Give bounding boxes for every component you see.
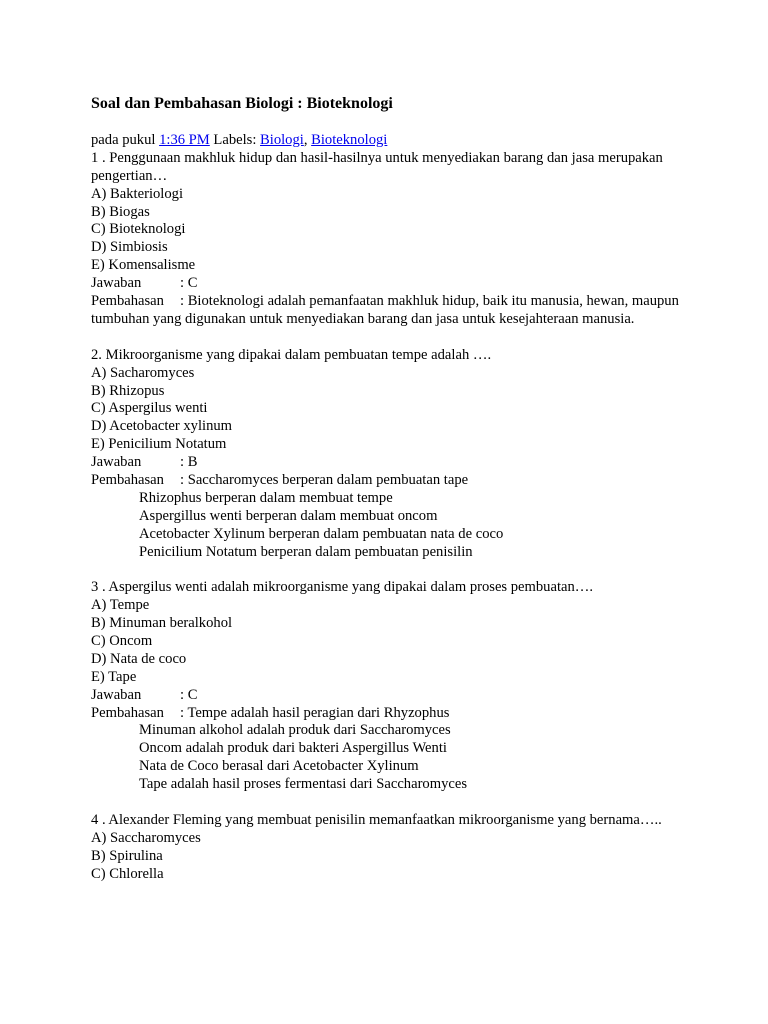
q2-pembahasan-line: Rhizophus berperan dalam membuat tempe [139, 489, 393, 506]
q2-option-b: B) Rhizopus [91, 382, 165, 399]
page-title: Soal dan Pembahasan Biologi : Bioteknologi [91, 95, 393, 112]
jawaban-value: : C [180, 275, 198, 292]
question-3-text: 3 . Aspergilus wenti adalah mikroorganisme yang dipakai dalam proses pembuatan…. [91, 579, 594, 596]
q1-option-c: C) Bioteknologi [91, 221, 186, 238]
q2-option-c: C) Aspergilus wenti [91, 400, 208, 417]
q3-option-e: E) Tape [91, 668, 137, 685]
spacer [91, 561, 681, 579]
q2-pembahasan-line: Acetobacter Xylinum berperan dalam pembuatan nata de coco [139, 525, 504, 542]
meta-prefix: pada pukul [91, 132, 160, 148]
spacer [91, 329, 681, 347]
pembahasan-text: : Saccharomyces berperan dalam pembuatan tape [180, 471, 469, 488]
q3-jawaban [91, 687, 681, 705]
post-meta [91, 132, 681, 150]
jawaban-value: : B [180, 454, 198, 471]
q1-option-d: D) Simbiosis [91, 239, 168, 256]
q2-option-a: A) Sacharomyces [91, 364, 195, 381]
pembahasan-label: Pembahasan [91, 471, 164, 488]
q3-pembahasan-line: Oncom adalah produk dari bakteri Aspergillus Wenti [139, 740, 447, 757]
pembahasan-label: Pembahasan [91, 293, 164, 310]
labels-separator: , [303, 132, 312, 148]
pembahasan-text: : Tempe adalah hasil peragian dari Rhyzophus [180, 704, 450, 721]
q1-option-a: A) Bakteriologi [91, 185, 184, 202]
q1-option-e: E) Komensalisme [91, 257, 196, 274]
q2-pembahasan-line: Penicilium Notatum berperan dalam pembuatan penisilin [139, 543, 473, 560]
q3-option-d: D) Nata de coco [91, 650, 187, 667]
q3-pembahasan-line: Minuman alkohol adalah produk dari Saccharomyces [139, 722, 451, 739]
q2-option-e: E) Penicilium Notatum [91, 436, 227, 453]
jawaban-value: : C [180, 686, 198, 703]
jawaban-label: Jawaban [91, 454, 142, 471]
q3-option-a: A) Tempe [91, 597, 150, 614]
q3-option-b: B) Minuman beralkohol [91, 615, 233, 632]
spacer [91, 794, 681, 812]
question-4-text: 4 . Alexander Fleming yang membuat penisilin memanfaatkan mikroorganisme yang bernama….. [91, 811, 662, 828]
jawaban-label: Jawaban [91, 275, 142, 292]
q2-pembahasan-line: Aspergillus wenti berperan dalam membuat oncom [139, 507, 438, 524]
q1-pembahasan [91, 293, 681, 329]
post-time-link[interactable]: 1:36 PM [159, 132, 210, 148]
q1-jawaban [91, 275, 681, 293]
q4-option-c: C) Chlorella [91, 865, 164, 882]
pembahasan-label: Pembahasan [91, 704, 164, 721]
labels-prefix: Labels: [209, 132, 261, 148]
pembahasan-text: : Bioteknologi adalah pemanfaatan makhluk hidup, baik itu manusia, hewan, maupun tumbuhan yang digunakan untuk menyediakan barang dan jasa untuk kesejahteraan manusia. [91, 293, 679, 327]
q3-option-c: C) Oncom [91, 633, 153, 649]
q4-option-b: B) Spirulina [91, 847, 163, 864]
label-link-biologi[interactable]: Biologi [260, 132, 304, 148]
q1-option-b: B) Biogas [91, 203, 150, 220]
question-1-text: 1 . Penggunaan makhluk hidup dan hasil-hasilnya untuk menyediakan barang dan jasa merupakan pengertian… [91, 149, 663, 184]
question-2-text: 2. Mikroorganisme yang dipakai dalam pembuatan tempe adalah …. [91, 346, 492, 363]
q2-pembahasan [91, 472, 681, 490]
jawaban-label: Jawaban [91, 686, 142, 703]
label-link-bioteknologi[interactable]: Bioteknologi [311, 132, 388, 148]
q4-option-a: A) Saccharomyces [91, 829, 201, 846]
q3-pembahasan-line: Tape adalah hasil proses fermentasi dari Saccharomyces [139, 776, 468, 793]
q2-jawaban [91, 454, 681, 472]
q3-pembahasan [91, 705, 681, 723]
q2-option-d: D) Acetobacter xylinum [91, 418, 233, 435]
q3-pembahasan-line: Nata de Coco berasal dari Acetobacter Xylinum [139, 758, 419, 775]
document-body [91, 132, 681, 883]
